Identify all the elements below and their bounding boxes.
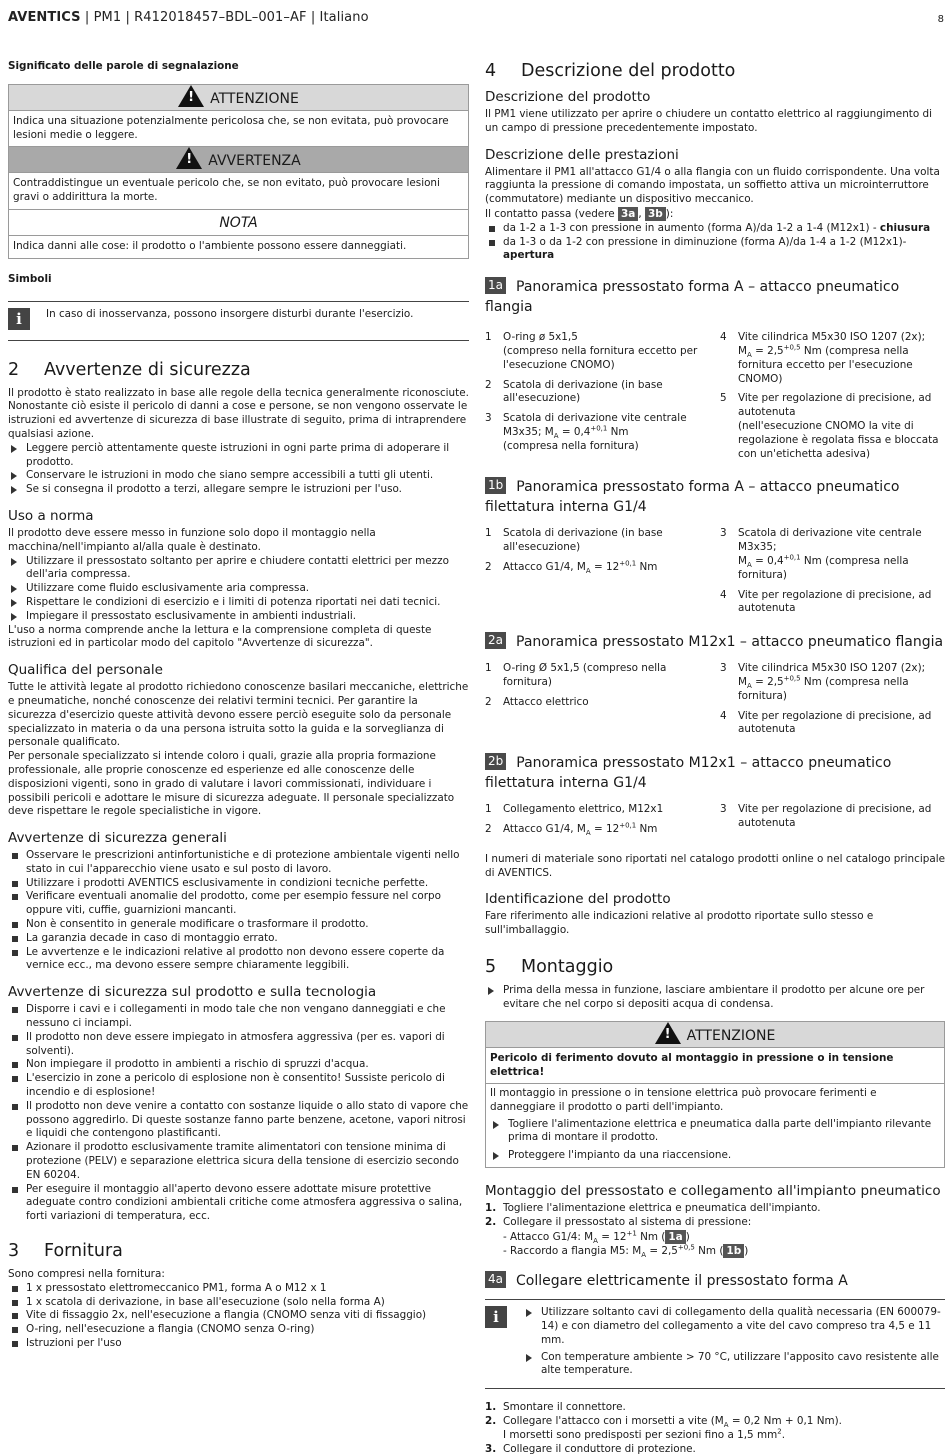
list-item: 1 x pressostato elettromeccanico PM1, forma A o M12 x 1	[8, 1282, 469, 1296]
text: A	[593, 1236, 598, 1245]
text: A	[553, 432, 559, 441]
list-item	[485, 236, 945, 264]
attenzione-label: ATTENZIONE	[210, 90, 299, 107]
text: Panoramica pressostato forma A – attacco pneumatico filettatura interna G1/4	[485, 479, 900, 516]
legend-item	[485, 412, 710, 453]
section-number: 5	[485, 956, 497, 977]
figure-2b	[485, 753, 945, 843]
text: )	[685, 1230, 690, 1243]
text: +0,1	[783, 553, 801, 562]
list-item: La garanzia decade in caso di montaggio errato.	[8, 932, 469, 946]
text: Collegare l'attacco con i morsetti a vite (M	[503, 1415, 724, 1428]
figure-badge: 2b	[485, 753, 506, 770]
qualifica-p1: Tutte le attività legate al prodotto richiedono conoscenze basilari meccaniche, elettriche e pneumatiche, nonché conoscenze dei relativi termini tecnici. Per garantire la sicurezza d'esercizio queste attività devono essere perciò eseguite solo da personale specializzato in materia o da una persona istruita sotto la guida e la sorveglianza di personale qualificato.	[8, 681, 469, 749]
text: Collegamento elettrico, M12x1	[503, 803, 664, 816]
montaggio-pressostato-title: Montaggio del pressostato e collegamento all'impianto pneumatico	[485, 1183, 941, 1200]
collegamento-info-box	[485, 1299, 945, 1389]
nota-header: NOTA	[9, 210, 468, 236]
text: = 0,2 Nm + 0,1 Nm).	[728, 1415, 842, 1428]
figure-ref-1b[interactable]: 1b	[723, 1244, 744, 1258]
text: +1	[626, 1229, 637, 1238]
text: Nm	[636, 560, 658, 573]
text: Panoramica pressostato forma A – attacco pneumatico flangia	[485, 279, 900, 316]
text: da 1-2 a 1-3 con pressione in aumento (forma A)/da 1-2 a 1-4 (M12x1) -	[503, 221, 880, 234]
list-item: Conservare le istruzioni in modo che siano sempre accessibili a tutti gli utenti.	[8, 469, 469, 483]
text: = 12	[590, 560, 620, 573]
apertura-label: apertura	[503, 249, 555, 262]
section-5-heading	[485, 956, 945, 978]
page-header	[8, 11, 369, 25]
avvertenza-label: AVVERTENZA	[208, 153, 301, 170]
text: ):	[665, 207, 674, 220]
montaggio-bullets	[485, 984, 945, 1012]
number: 3	[720, 527, 727, 540]
section-title: Descrizione del prodotto	[521, 61, 736, 81]
descrizione-text: Il PM1 viene utilizzato per aprire o chiudere un contatto elettrico al raggiungimento di un campo di pressione precedentemente impostato.	[485, 108, 932, 134]
doc-reference: | PM1 | R412018457–BDL–001–AF | Italiano	[80, 10, 369, 25]
legend-item	[720, 662, 945, 703]
step-number: 3.	[485, 1442, 497, 1455]
text: (nell'esecuzione CNOMO la vite di regolazione è regolata fissa e bloccata con un'etichetta adesiva)	[738, 419, 939, 460]
warning-bullets	[490, 1118, 940, 1163]
figure-title	[485, 1271, 945, 1291]
catalog-note: I numeri di materiale sono riportati nel catalogo prodotti online o nel catalogo principale di AVENTICS.	[485, 852, 945, 879]
number: 1	[485, 331, 492, 344]
info-icon: i	[485, 1306, 507, 1328]
text: Nm (compresa nella fornitura eccetto per l'esecuzione CNOMO)	[738, 344, 913, 385]
list-item: Le avvertenze e le indicazioni relative al prodotto non devono essere coperte da vernice ecc., ma devono essere sempre chiaramente leggibili.	[8, 946, 469, 974]
text: Collegare il conduttore di protezione.	[503, 1442, 696, 1455]
contatto-line	[485, 207, 945, 222]
list-item: Leggere perciò attentamente queste istruzioni in ogni parte prima di adoperare il prodotto.	[8, 442, 469, 470]
figure-ref-3b[interactable]: 3b	[645, 207, 666, 221]
info-icon: i	[8, 308, 30, 330]
legend-item	[485, 561, 710, 575]
list-item: O-ring, nell'esecuzione a flangia (CNOMO senza O-ring)	[8, 1323, 469, 1337]
list-item: Verificare eventuali anomalie del prodotto, come per esempio fessure nel corpo oppure viti, cuffie, guarnizioni mancanti.	[8, 890, 469, 918]
legend-item	[720, 392, 945, 461]
avvertenza-header	[9, 147, 468, 173]
step	[485, 1401, 945, 1415]
text: Nm (	[636, 1230, 666, 1243]
list-item: Togliere l'alimentazione elettrica e pneumatica dalla parte dell'impianto rilevante prima di montare il prodotto.	[490, 1118, 940, 1146]
section-title: Montaggio	[521, 956, 614, 977]
qualifica-p2: Per personale specializzato si intende coloro i quali, grazie alla propria formazione professionale, alle proprie conoscenze ed esperienze ed alle conoscenze delle disposizioni vigenti, sono in grado di valutare i lavori commissionati, individuare i possibili pericoli e adottare le misure di sicurezza adeguate. Il personale specializzato deve rispettare le regole specialistiche in vigore.	[8, 750, 455, 818]
text: Il contatto passa (vedere	[485, 207, 618, 220]
text: = 12	[590, 822, 620, 835]
list-item: Il prodotto non deve venire a contatto con sostanze liquide o allo stato di vapore che possono aggredirlo. Di queste sostanze fanno parte benzene, acetone, vapori nitrosi e liquidi che contengono plastificanti.	[8, 1100, 469, 1141]
fornitura-list	[8, 1282, 469, 1351]
text: Panoramica pressostato M12x1 – attacco pneumatico flangia	[516, 634, 944, 651]
number: 4	[720, 331, 727, 344]
text: M	[738, 554, 747, 567]
text: A	[641, 1251, 647, 1260]
figure-2a	[485, 632, 945, 743]
s2-bullets	[8, 442, 469, 497]
text: Vite per regolazione di precisione, ad autotenuta	[738, 392, 932, 419]
signal-words-table	[8, 84, 469, 259]
text: Attacco G1/4, M	[503, 560, 586, 573]
text: = 0,4	[751, 554, 784, 567]
prestazioni-text: Alimentare il PM1 all'attacco G1/4 o alla flangia con un fluido corrispondente. Una volta raggiunta la pressione di comando impostata, un soffietto attiva un microinterruttore (commutatore) mediante un dispositivo meccanico.	[485, 165, 940, 206]
list-item: Utilizzare come fluido esclusivamente aria compressa.	[8, 582, 469, 596]
attenzione-header	[9, 85, 468, 111]
right-column	[485, 60, 945, 1456]
descrizione-title: Descrizione del prodotto	[485, 89, 651, 105]
fornitura-intro: Sono compresi nella fornitura:	[8, 1268, 165, 1281]
uso-bullets	[8, 555, 469, 624]
legend-item	[720, 331, 945, 386]
simboli-title: Simboli	[8, 272, 52, 285]
list-item: Utilizzare il pressostato soltanto per aprire e chiudere contatti elettrici per mezzo dell'aria compressa.	[8, 555, 469, 583]
text: M	[738, 675, 747, 688]
text: A	[585, 828, 591, 837]
section-number: 4	[485, 61, 497, 81]
list-item	[485, 222, 945, 236]
number: 4	[720, 709, 727, 722]
number: 3	[720, 803, 727, 816]
list-item: Con temperature ambiente > 70 °C, utilizzare l'apposito cavo resistente alle alte temperature.	[523, 1351, 945, 1379]
text: I morsetti sono predisposti per sezioni fino a 1,5 mm	[503, 1428, 778, 1441]
text: M	[738, 344, 747, 357]
text: Smontare il connettore.	[503, 1401, 626, 1414]
number: 1	[485, 803, 492, 816]
text: ,	[638, 207, 645, 220]
figure-ref-1a[interactable]: 1a	[665, 1230, 685, 1244]
figure-badge: 1b	[485, 477, 506, 494]
section-number: 2	[8, 359, 20, 380]
number: 2	[485, 378, 492, 391]
list-item: Proteggere l'impianto da una riaccensione.	[490, 1149, 940, 1163]
text: Nm	[607, 425, 629, 438]
text: = 0,4	[558, 425, 591, 438]
section-3-heading	[8, 1240, 469, 1262]
simboli-info-box	[8, 301, 469, 341]
text: +0,5	[783, 674, 801, 683]
signal-words-title: Significato delle parole di segnalazione	[8, 60, 239, 72]
list-item: Impiegare il pressostato esclusivamente in ambienti industriali.	[8, 610, 469, 624]
number: 1	[485, 662, 492, 675]
list-item: Utilizzare i prodotti AVENTICS esclusivamente in condizioni tecniche perfette.	[8, 877, 469, 891]
step	[485, 1415, 945, 1443]
list-item: Il prodotto non deve essere impiegato in atmosfera aggressiva (per es. vapori di solventi).	[8, 1031, 469, 1059]
figure-4a	[485, 1271, 945, 1291]
figure-title	[485, 753, 945, 793]
text: Nm (compresa nella fornitura)	[738, 554, 909, 581]
page-number: 8	[937, 14, 944, 25]
text: )	[744, 1245, 749, 1258]
text: +0,1	[590, 424, 608, 433]
text: - Raccordo a flangia M5: M	[503, 1245, 642, 1258]
text: Vite per regolazione di precisione, ad autotenuta	[738, 803, 932, 829]
figure-title	[485, 277, 945, 317]
list-item: Utilizzare soltanto cavi di collegamento della qualità necessaria (EN 600079-14) e con diametro del collegamento a vite del cavo compreso tra 4,5 e 11 mm.	[523, 1306, 945, 1347]
text: +0,5	[677, 1243, 695, 1252]
step	[485, 1202, 945, 1216]
figure-ref-3a[interactable]: 3a	[618, 207, 638, 221]
number: 3	[720, 662, 727, 675]
figure-badge: 4a	[485, 1271, 506, 1288]
nota-text: Indica danni alle cose: il prodotto o l'ambiente possono essere danneggiati.	[13, 239, 407, 252]
text: Togliere l'alimentazione elettrica e pneumatica dell'impianto.	[503, 1202, 821, 1215]
prestazioni-title: Descrizione delle prestazioni	[485, 146, 679, 163]
text: 2	[777, 1427, 782, 1436]
list-item: Osservare le prescrizioni antinfortunistiche e di protezione ambientale vigenti nello stato in cui l'apparecchio viene usato e sul posto di lavoro.	[8, 849, 469, 877]
tecnologia-list	[8, 1003, 469, 1224]
figure-1a	[485, 277, 945, 467]
list-item: Disporre i cavi e i collegamenti in modo tale che non vengano danneggiati e che nessuno ci inciampi.	[8, 1003, 469, 1031]
text: +0,5	[783, 343, 801, 352]
text: = 2,5	[751, 675, 784, 688]
section-title: Avvertenze di sicurezza	[44, 359, 251, 380]
text: Nm	[636, 822, 658, 835]
figure-title	[485, 632, 945, 652]
warning-triangle-icon: !	[178, 85, 204, 107]
figure-badge: 2a	[485, 632, 506, 649]
list-item: Per eseguire il montaggio all'aperto devono essere adottate misure protettive adeguate contro condizioni ambientali critiche come atmosfera aggressiva o salina, forti variazioni di temperatura, ecc.	[8, 1183, 469, 1224]
legend-item	[485, 803, 710, 817]
figure-1b	[485, 477, 945, 622]
s2-intro: Il prodotto è stato realizzato in base alle regole della tecnica generalmente riconosciute. Nonostante ciò esiste il pericolo di danni a cose e persone, se non vengono osservate le istruzioni ed avvertenze di sicurezza di base illustrate di seguito, prima di intraprendere qualsiasi azione.	[8, 386, 469, 440]
section-2-heading	[8, 359, 469, 381]
identificazione-text: Fare riferimento alle indicazioni relative al prodotto riportate sullo stesso e sull'imballaggio.	[485, 910, 874, 937]
warning-triangle-icon: !	[655, 1022, 681, 1044]
identificazione-title: Identificazione del prodotto	[485, 891, 671, 908]
figure-badge: 1a	[485, 277, 506, 294]
text: = 12	[597, 1230, 627, 1243]
figure-title	[485, 477, 945, 517]
text: A	[723, 1421, 729, 1430]
montaggio-steps	[485, 1202, 945, 1259]
generali-list	[8, 849, 469, 973]
attenzione-text: Indica una situazione potenzialmente pericolosa che, se non evitata, può provocare lesioni medie o leggere.	[9, 111, 468, 148]
text: (compresa nella fornitura)	[503, 439, 639, 452]
text: +0,1	[619, 821, 637, 830]
text: Vite per regolazione di precisione, ad autotenuta	[738, 588, 932, 615]
collegamento-steps	[485, 1401, 945, 1456]
step	[485, 1216, 945, 1259]
generali-title: Avvertenze di sicurezza generali	[8, 830, 227, 847]
text: Scatola di derivazione vite centrale M3x35;	[738, 527, 922, 554]
warning-text: Il montaggio in pressione o in tensione elettrica può provocare ferimenti e danneggiare il prodotto o parti dell'impianto.	[490, 1087, 877, 1113]
text: A	[746, 351, 752, 360]
text: Scatola di derivazione (in base all'esecuzione)	[503, 527, 663, 554]
list-item: Vite di fissaggio 2x, nell'esecuzione a flangia (CNOMO senza viti di fissaggio)	[8, 1309, 469, 1323]
list-item: Non impiegare il prodotto in ambienti a rischio di spruzzi d'acqua.	[8, 1058, 469, 1072]
text: Scatola di derivazione vite centrale M3x35; M	[503, 412, 687, 438]
info-bullets	[523, 1306, 945, 1378]
text: O-ring Ø 5x1,5 (compreso nella fornitura)	[503, 662, 667, 688]
text: Collegare elettricamente il pressostato forma A	[516, 1273, 848, 1290]
list-item: Rispettare le condizioni di esercizio e i limiti di potenza riportati nei dati tecnici.	[8, 596, 469, 610]
uso-title: Uso a norma	[8, 507, 94, 524]
uso-p1: Il prodotto deve essere messo in funzione solo dopo il montaggio nella macchina/nell'impianto al/alla quale è destinato.	[8, 526, 376, 553]
section-4-heading	[485, 60, 945, 82]
text: O-ring ø 5x1,5	[503, 331, 578, 344]
text: Scatola di derivazione (in base all'esecuzione)	[503, 378, 663, 405]
warning-headline: Pericolo di ferimento dovuto al montaggio in pressione o in tensione elettrica!	[486, 1052, 944, 1084]
text: +0,1	[619, 559, 637, 568]
list-item: Prima della messa in funzione, lasciare ambientare il prodotto per alcune ore per evitare che nel corpo si depositi acqua di condensa.	[485, 984, 945, 1012]
text: da 1-3 o da 1-2 con pressione in diminuzione (forma A)/da 1-4 a 1-2 (M12x1)-	[503, 235, 907, 248]
text: Vite per regolazione di precisione, ad autotenuta	[738, 709, 932, 736]
left-column	[8, 60, 469, 1351]
step-number: 1.	[485, 1202, 497, 1215]
warning-triangle-icon: !	[176, 147, 202, 169]
contatto-list	[485, 222, 945, 263]
legend-item	[720, 589, 945, 617]
text: Collegare il pressostato al sistema di pressione:	[503, 1215, 752, 1228]
legend-item	[485, 379, 710, 407]
text: Vite cilindrica M5x30 ISO 1207 (2x);	[738, 662, 926, 675]
legend-item	[485, 331, 710, 372]
list-item: L'esercizio in zone a pericolo di esplosione non è consentito! Sussiste pericolo di incendio e di esplosione!	[8, 1072, 469, 1100]
number: 2	[485, 560, 492, 573]
attenzione-label: ATTENZIONE	[686, 1028, 776, 1045]
attenzione-header	[486, 1022, 944, 1048]
legend-item	[485, 662, 710, 690]
number: 5	[720, 392, 727, 405]
list-item: Non è consentito in generale modificare o trasformare il prodotto.	[8, 918, 469, 932]
text: A	[746, 682, 752, 690]
list-item: Azionare il prodotto esclusivamente tramite alimentatori con tensione minima di protezione (PELV) e separazione elettrica sicura della tensione di esercizio secondo EN 60204.	[8, 1141, 469, 1182]
list-item: Se si consegna il prodotto a terzi, allegare sempre le istruzioni per l'uso.	[8, 483, 469, 497]
number: 2	[485, 695, 492, 708]
legend-item	[720, 803, 945, 831]
text: Attacco elettrico	[503, 695, 589, 708]
legend-item	[720, 710, 945, 738]
text: Vite cilindrica M5x30 ISO 1207 (2x);	[738, 331, 926, 344]
warning-body	[486, 1048, 944, 1167]
legend-item	[485, 527, 710, 555]
number: 3	[485, 412, 492, 425]
text: A	[746, 561, 752, 570]
legend-item	[485, 823, 710, 837]
step-number: 1.	[485, 1401, 497, 1414]
brand-name: AVENTICS	[8, 10, 81, 25]
number: 4	[720, 588, 727, 601]
section-number: 3	[8, 1241, 20, 1262]
avvertenza-text: Contraddistingue un eventuale pericolo che, se non evitato, può provocare lesioni gravi o addirittura la morte.	[9, 173, 468, 210]
step-number: 2.	[485, 1215, 497, 1228]
text: (compreso nella fornitura eccetto per l'esecuzione CNOMO)	[503, 344, 698, 371]
step-number: 2.	[485, 1415, 497, 1428]
text: Nm (	[694, 1245, 724, 1258]
number: 2	[485, 822, 492, 835]
text: Attacco G1/4, M	[503, 822, 586, 835]
list-item: Istruzioni per l'uso	[8, 1337, 469, 1351]
step	[485, 1443, 945, 1456]
list-item: 1 x scatola di derivazione, in base all'esecuzione (solo nella forma A)	[8, 1296, 469, 1310]
simboli-text: In caso di inosservanza, possono insorgere disturbi durante l'esercizio.	[46, 307, 414, 320]
text: .	[781, 1428, 785, 1441]
legend-item	[485, 696, 710, 710]
text: = 2,5	[646, 1245, 678, 1258]
tecnologia-title: Avvertenze di sicurezza sul prodotto e sulla tecnologia	[8, 984, 377, 1001]
legend-item	[720, 527, 945, 582]
uso-p2: L'uso a norma comprende anche la lettura e la comprensione completa di queste istruzioni ed in particolar modo del capitolo "Avvertenze di sicurezza".	[8, 623, 432, 650]
text: A	[585, 567, 591, 576]
section-title: Fornitura	[44, 1241, 123, 1262]
text: Nm (compresa nella fornitura)	[738, 675, 909, 702]
qualifica-title: Qualifica del personale	[8, 662, 163, 679]
text: = 2,5	[751, 344, 784, 357]
attenzione-warning-box	[485, 1021, 945, 1168]
number: 1	[485, 527, 492, 540]
chiusura-label: chiusura	[879, 221, 931, 234]
text: Panoramica pressostato M12x1 – attacco pneumatico filettatura interna G1/4	[485, 755, 892, 792]
text: - Attacco G1/4: M	[503, 1230, 594, 1243]
